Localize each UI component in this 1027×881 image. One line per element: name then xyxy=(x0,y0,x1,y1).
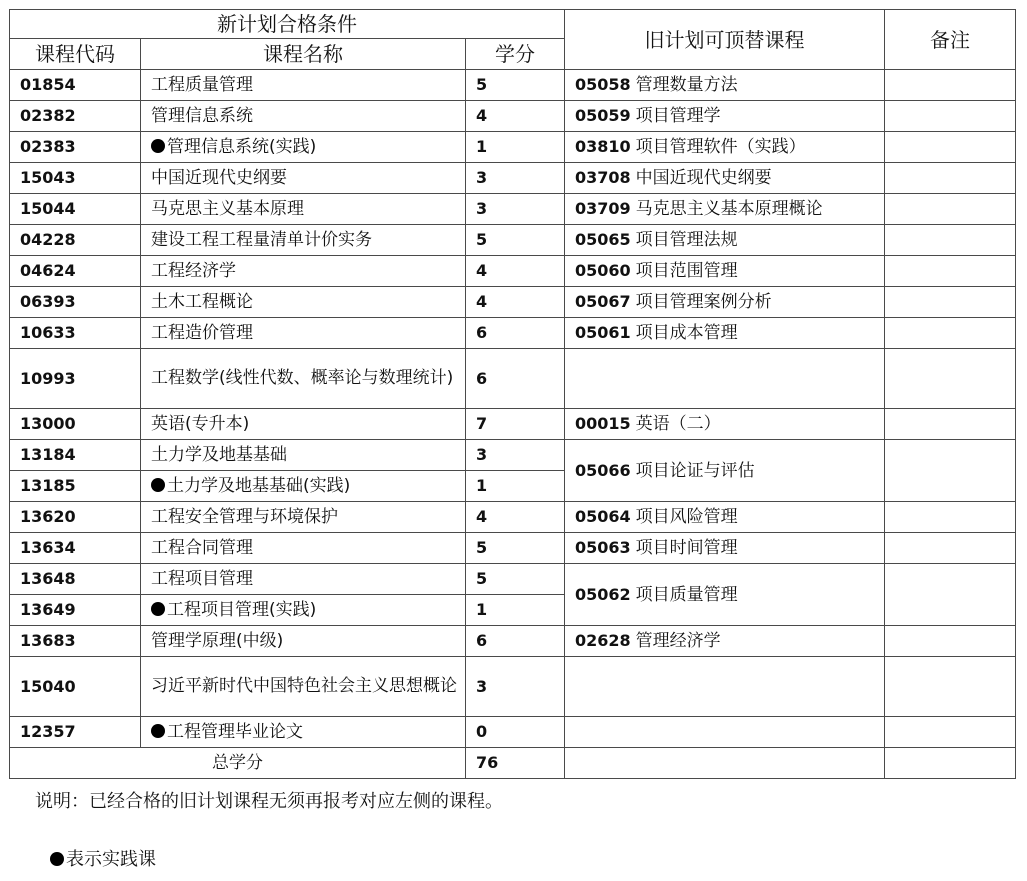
course-credit: 5 xyxy=(466,564,565,595)
filled-circle-icon xyxy=(50,852,64,866)
course-code: 13683 xyxy=(10,626,141,657)
course-credit: 4 xyxy=(466,101,565,132)
course-code: 13648 xyxy=(10,564,141,595)
name-header: 课程名称 xyxy=(141,39,466,70)
old-course xyxy=(565,318,885,349)
total-credits-value: 76 xyxy=(466,748,565,779)
table-row xyxy=(10,132,1016,163)
course-code: 10633 xyxy=(10,318,141,349)
table-row xyxy=(10,287,1016,318)
course-name: 习近平新时代中国特色社会主义思想概论 xyxy=(141,657,466,717)
old-course-code: 05061 xyxy=(575,323,631,342)
course-name: 管理信息系统 xyxy=(141,101,466,132)
credit-header: 学分 xyxy=(466,39,565,70)
course-code: 15044 xyxy=(10,194,141,225)
course-code: 02383 xyxy=(10,132,141,163)
old-course-name: 项目风险管理 xyxy=(635,507,738,527)
old-course-code: 02628 xyxy=(575,631,631,650)
course-code: 15043 xyxy=(10,163,141,194)
remark-cell xyxy=(885,70,1016,101)
course-name: 英语(专升本) xyxy=(141,409,466,440)
remark-cell xyxy=(885,748,1016,779)
old-course-code: 05060 xyxy=(575,261,631,280)
course-name-cell xyxy=(141,595,466,626)
course-name-cell xyxy=(141,717,466,748)
table-row xyxy=(10,717,1016,748)
old-course-code: 05059 xyxy=(575,106,631,125)
course-name: 工程合同管理 xyxy=(141,533,466,564)
table-row xyxy=(10,163,1016,194)
table-row xyxy=(10,409,1016,440)
remark-cell xyxy=(885,225,1016,256)
course-code: 13634 xyxy=(10,533,141,564)
course-credit: 1 xyxy=(466,132,565,163)
remark-cell xyxy=(885,163,1016,194)
remark-cell xyxy=(885,533,1016,564)
practice-dot-icon xyxy=(151,139,165,153)
course-code: 13184 xyxy=(10,440,141,471)
course-name-cell xyxy=(141,132,466,163)
course-name: 管理信息系统(实践) xyxy=(167,136,317,157)
old-course-code: 05066 xyxy=(575,460,631,480)
course-name: 工程项目管理 xyxy=(141,564,466,595)
old-course-code: 05058 xyxy=(575,75,631,94)
course-credit: 4 xyxy=(466,502,565,533)
course-credit: 3 xyxy=(466,194,565,225)
course-credit: 3 xyxy=(466,657,565,717)
course-name-cell xyxy=(141,471,466,502)
old-course-name: 管理数量方法 xyxy=(635,75,738,95)
course-replacement-table xyxy=(9,9,1016,779)
practice-legend xyxy=(50,847,156,873)
course-name: 工程经济学 xyxy=(141,256,466,287)
course-credit: 3 xyxy=(466,163,565,194)
course-credit: 1 xyxy=(466,471,565,502)
table-row xyxy=(10,101,1016,132)
remark-cell xyxy=(885,657,1016,717)
old-course xyxy=(565,502,885,533)
table-row xyxy=(10,318,1016,349)
total-credits-label: 总学分 xyxy=(10,748,466,779)
course-name: 工程安全管理与环境保护 xyxy=(141,502,466,533)
old-course xyxy=(565,163,885,194)
old-course-name: 项目管理案例分析 xyxy=(635,292,772,312)
old-course-name: 项目管理学 xyxy=(635,106,721,126)
course-name: 土木工程概论 xyxy=(141,287,466,318)
course-code: 01854 xyxy=(10,70,141,101)
new-plan-group-header: 新计划合格条件 xyxy=(10,10,565,39)
remark-cell xyxy=(885,194,1016,225)
course-name: 工程数学(线性代数、概率论与数理统计) xyxy=(141,349,466,409)
course-name: 马克思主义基本原理 xyxy=(141,194,466,225)
course-name: 建设工程工程量清单计价实务 xyxy=(141,225,466,256)
old-course-empty xyxy=(565,349,885,409)
old-course-name: 马克思主义基本原理概论 xyxy=(635,199,823,219)
old-course-empty xyxy=(565,657,885,717)
table-row xyxy=(10,349,1016,409)
course-credit: 5 xyxy=(466,225,565,256)
remark-cell xyxy=(885,502,1016,533)
course-code: 10993 xyxy=(10,349,141,409)
remark-cell xyxy=(885,287,1016,318)
old-course xyxy=(565,287,885,318)
explanation-note: 说明：已经合格的旧计划课程无须再报考对应左侧的课程。 xyxy=(35,791,503,812)
remark-cell xyxy=(885,101,1016,132)
old-course xyxy=(565,440,885,502)
old-course xyxy=(565,626,885,657)
old-course-code: 00015 xyxy=(575,414,631,433)
remark-cell xyxy=(885,349,1016,409)
old-course xyxy=(565,101,885,132)
course-code: 02382 xyxy=(10,101,141,132)
old-course-name: 项目成本管理 xyxy=(635,323,738,343)
remark-cell xyxy=(885,564,1016,626)
course-code: 06393 xyxy=(10,287,141,318)
old-course-name: 项目时间管理 xyxy=(635,538,738,558)
course-credit: 1 xyxy=(466,595,565,626)
remark-cell xyxy=(885,440,1016,502)
old-course-empty xyxy=(565,748,885,779)
old-course-name: 项目管理软件（实践） xyxy=(635,137,806,157)
old-course-name: 项目质量管理 xyxy=(635,584,738,605)
table-row xyxy=(10,440,1016,471)
old-course-code: 03810 xyxy=(575,137,631,156)
total-row xyxy=(10,748,1016,779)
course-name: 工程造价管理 xyxy=(141,318,466,349)
old-course xyxy=(565,70,885,101)
course-credit: 7 xyxy=(466,409,565,440)
old-course-code: 05067 xyxy=(575,292,631,311)
course-code: 13000 xyxy=(10,409,141,440)
practice-dot-icon xyxy=(151,602,165,616)
course-credit: 0 xyxy=(466,717,565,748)
course-credit: 6 xyxy=(466,318,565,349)
table-row xyxy=(10,533,1016,564)
old-course-code: 05065 xyxy=(575,230,631,249)
course-code: 15040 xyxy=(10,657,141,717)
course-credit: 5 xyxy=(466,70,565,101)
remark-cell xyxy=(885,318,1016,349)
remark-cell xyxy=(885,132,1016,163)
old-course xyxy=(565,533,885,564)
course-code: 12357 xyxy=(10,717,141,748)
remark-cell xyxy=(885,717,1016,748)
old-course xyxy=(565,194,885,225)
course-credit: 3 xyxy=(466,440,565,471)
legend-text: 表示实践课 xyxy=(66,849,156,870)
course-code: 04228 xyxy=(10,225,141,256)
course-name: 土力学及地基基础(实践) xyxy=(167,475,351,496)
course-credit: 6 xyxy=(466,349,565,409)
table-row xyxy=(10,70,1016,101)
course-code: 13185 xyxy=(10,471,141,502)
old-course xyxy=(565,225,885,256)
course-name: 工程项目管理(实践) xyxy=(167,599,317,620)
old-course-empty xyxy=(565,717,885,748)
course-name: 工程管理毕业论文 xyxy=(167,721,303,742)
old-course-code: 05063 xyxy=(575,538,631,557)
remark-cell xyxy=(885,256,1016,287)
course-credit: 6 xyxy=(466,626,565,657)
table-row xyxy=(10,502,1016,533)
code-header: 课程代码 xyxy=(10,39,141,70)
course-credit: 5 xyxy=(466,533,565,564)
course-credit: 4 xyxy=(466,256,565,287)
table-row xyxy=(10,225,1016,256)
old-course xyxy=(565,564,885,626)
table-row xyxy=(10,657,1016,717)
table-row xyxy=(10,256,1016,287)
remark-cell xyxy=(885,409,1016,440)
course-credit: 4 xyxy=(466,287,565,318)
course-name: 土力学及地基基础 xyxy=(141,440,466,471)
course-name: 管理学原理(中级) xyxy=(141,626,466,657)
course-code: 13620 xyxy=(10,502,141,533)
old-course-name: 项目论证与评估 xyxy=(635,460,755,481)
course-code: 04624 xyxy=(10,256,141,287)
old-course-code: 05064 xyxy=(575,507,631,526)
old-plan-header: 旧计划可顶替课程 xyxy=(565,10,885,70)
old-course-name: 项目管理法规 xyxy=(635,230,738,250)
old-course-name: 中国近现代史纲要 xyxy=(635,168,772,188)
old-course xyxy=(565,409,885,440)
old-course-name: 英语（二） xyxy=(635,414,721,434)
remark-header: 备注 xyxy=(885,10,1016,70)
old-course-code: 03708 xyxy=(575,168,631,187)
table-row xyxy=(10,626,1016,657)
practice-dot-icon xyxy=(151,478,165,492)
remark-cell xyxy=(885,626,1016,657)
table-row xyxy=(10,194,1016,225)
old-course-name: 管理经济学 xyxy=(635,631,721,651)
course-name: 工程质量管理 xyxy=(141,70,466,101)
old-course xyxy=(565,256,885,287)
course-name: 中国近现代史纲要 xyxy=(141,163,466,194)
old-course-code: 03709 xyxy=(575,199,631,218)
course-code: 13649 xyxy=(10,595,141,626)
old-course-name: 项目范围管理 xyxy=(635,261,738,281)
practice-dot-icon xyxy=(151,724,165,738)
old-course xyxy=(565,132,885,163)
table-row xyxy=(10,564,1016,595)
old-course-code: 05062 xyxy=(575,584,631,604)
